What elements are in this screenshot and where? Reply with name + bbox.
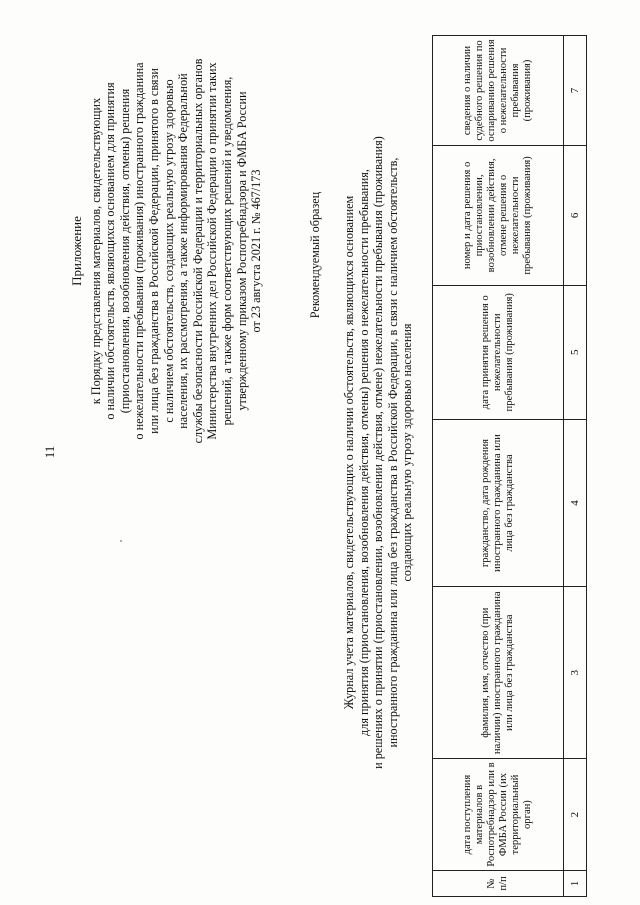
journal-table xyxy=(432,35,587,897)
header-cell: № п/п xyxy=(433,871,564,897)
appendix-line: утвержденному приказом Роспотребнадзора и ФМБА России xyxy=(234,91,249,411)
header-cell: гражданство, дата рождения иностранного гражданина или лица без гражданства xyxy=(433,419,564,587)
journal-title-line: создающих реальную угрозу здоровью населения xyxy=(400,323,415,582)
appendix-line: (приостановления, возобновления действия, отмены) решения xyxy=(117,88,132,414)
column-number-cell: 4 xyxy=(564,419,587,587)
scan-speck xyxy=(120,540,122,542)
journal-title-line: Журнал учета материалов, свидетельствующих о наличии обстоятельств, являющихся основанием xyxy=(342,195,356,710)
appendix-line: или лица без гражданства в Российской Федерации, принятого в связи xyxy=(146,68,161,434)
appendix-line: населения, их рассмотрения, а также информирования Федеральной xyxy=(176,73,191,429)
header-cell: фамилия, имя, отчество (при наличии) иностранного гражданина или лица без гражданства xyxy=(433,587,564,759)
journal-title xyxy=(342,40,415,865)
appendix-block xyxy=(70,41,264,461)
appendix-line: решений, а также форм соответствующих решений и уведомления, xyxy=(219,76,234,426)
header-cell: дата поступления материалов в Роспотребнадзор или в ФМБА России (их территориальный орган) xyxy=(433,759,564,871)
header-cell: сведения о наличии судебного решения по оспариванию решения о нежелательности пребывания (проживания) xyxy=(433,36,564,146)
column-number-cell: 5 xyxy=(564,285,587,419)
column-number-cell: 1 xyxy=(564,871,587,897)
recommended-sample-label: Рекомендуемый образец xyxy=(308,191,322,319)
column-number-cell: 7 xyxy=(564,36,587,146)
header-cell: номер и дата решения о приостановлении, возобновлении действия, отмене решения о нежелательности пребывания (проживания) xyxy=(433,145,564,285)
column-number-cell: 2 xyxy=(564,759,587,871)
table-header-row xyxy=(433,36,564,897)
appendix-line: к Порядку представления материалов, свидетельствующих xyxy=(88,97,103,405)
page-number: 11 xyxy=(42,445,57,459)
journal-title-line: для принятия (приостановления, возобновления действия, отмены) решения о нежелательности пребывания, xyxy=(356,169,371,736)
column-number-cell: 6 xyxy=(564,145,587,285)
table-number-row xyxy=(564,36,587,897)
appendix-line: Министерства внутренних дел Российской Федерации о принятии таких xyxy=(205,62,220,440)
appendix-line: службы безопасности Российской Федерации и территориальных органов xyxy=(190,58,205,444)
appendix-line: с наличием обстоятельств, создающих реальную угрозу здоровью xyxy=(161,79,176,423)
journal-title-line: и решениях о принятии (приостановлении, возобновлении действия, отмене) нежелательности пребывания (проживания) xyxy=(371,136,386,769)
appendix-line: о наличии обстоятельств, являющихся основанием для принятия xyxy=(103,82,118,420)
appendix-line: о нежелательности пребывания (проживания) иностранного гражданина xyxy=(132,62,147,440)
column-number-cell: 3 xyxy=(564,587,587,759)
header-cell: дата принятия решения о нежелательности пребывания (проживания) xyxy=(433,285,564,419)
appendix-title: Приложение xyxy=(69,216,84,286)
appendix-line: от 23 августа 2021 г. № 467/173 xyxy=(249,169,264,333)
journal-title-line: иностранного гражданина или лица без гражданства в Российской Федерации, в связи с наличием обстоятельств, xyxy=(385,157,400,748)
